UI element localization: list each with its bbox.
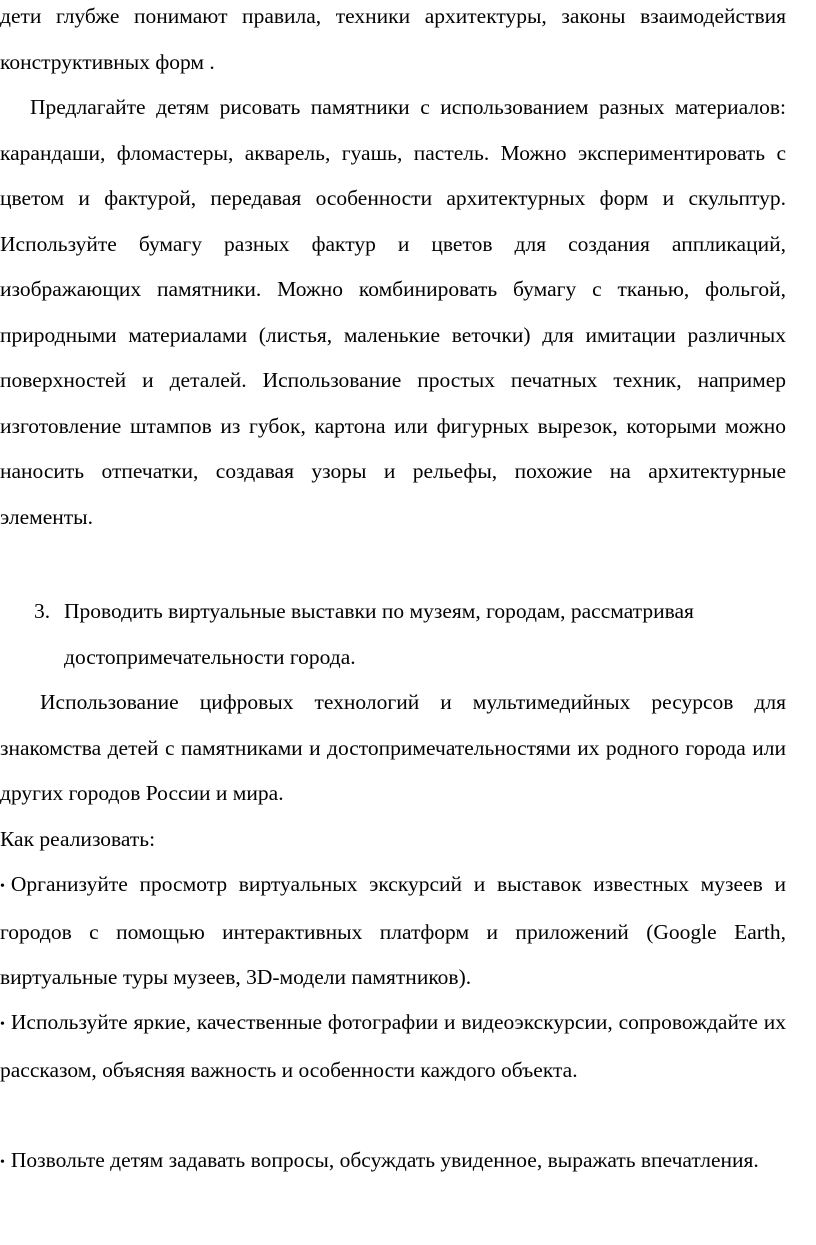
bullet-icon: • bbox=[0, 1017, 5, 1032]
bullet-text: Организуйте просмотр виртуальных экскурсий и выставок известных музеев и городов с помощью интерактивных платформ и приложений (Google Earth, виртуальные туры музеев, 3D-модели памятников). bbox=[0, 872, 786, 989]
list-number: 3. bbox=[34, 599, 51, 623]
bullet-text: Используйте яркие, качественные фотографии и видеоэкскурсии, сопровождайте их рассказом, объясняя важность и особенности каждого объекта. bbox=[0, 1010, 786, 1082]
bullet-icon: • bbox=[0, 879, 5, 894]
paragraph-continuation: дети глубже понимают правила, техники архитектуры, законы взаимодействия конструктивных форм . bbox=[0, 4, 786, 74]
bullet-item bbox=[0, 1138, 786, 1186]
how-to-heading: Как реализовать: bbox=[0, 827, 156, 851]
numbered-item-3 bbox=[0, 589, 786, 680]
paragraph-art-materials: Предлагайте детям рисовать памятники с использованием разных материалов: карандаши, фломастеры, акварель, гуашь, пастель. Можно экспериментировать с цветом и фактурой, передавая особенности архитектурных форм и скульптур. Используйте бумагу разных фактур и цветов для создания аппликаций, изображающих памятники. Можно комбинировать бумагу с тканью, фольгой, природными материалами (листья, маленькие веточки) для имитации различных поверхностей и деталей. Использование простых печатных техник, например изготовление штампов из губок, картона или фигурных вырезок, которыми можно наносить отпечатки, создавая узоры и рельефы, похожие на архитектурные элементы. bbox=[0, 95, 786, 529]
bullet-item bbox=[0, 1000, 786, 1093]
numbered-item-text: Проводить виртуальные выставки по музеям, городам, рассматривая достопримечательности города. bbox=[64, 599, 694, 669]
bullet-icon: • bbox=[0, 1155, 5, 1170]
paragraph-digital-technologies: Использование цифровых технологий и мультимедийных ресурсов для знакомства детей с памятниками и достопримечательностями их родного города или других городов России и мира. bbox=[0, 690, 786, 805]
bullet-item bbox=[0, 862, 786, 1001]
bullet-text: Позвольте детям задавать вопросы, обсуждать увиденное, выражать впечатления. bbox=[10, 1148, 759, 1172]
